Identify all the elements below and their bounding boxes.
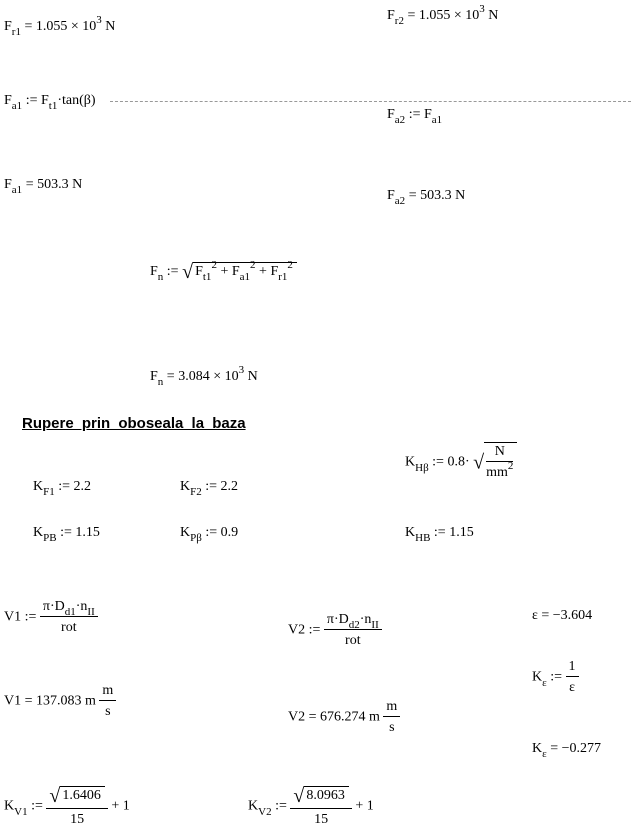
eq-khbeta: $K_{H\beta}$ := 0.8· √ $\frac{N}{mm^2}$	[405, 442, 517, 480]
eq-v2-def: V2 := $\frac{\pi\cdot D_{d2}\cdot n_{II}}{\text{rot}}$	[288, 613, 382, 648]
eq-v1-val: V1 = 137.083 m $\frac{m}{s}$	[4, 684, 116, 719]
eq-fn-val: $F_n = 3.084 \times 10^3$ N	[150, 364, 258, 388]
region-separator	[110, 101, 631, 102]
eq-fr2: $F_{r2} = 1.055 \times 10^3$ N	[387, 3, 499, 27]
radicand	[484, 442, 517, 480]
radical-sign: √	[49, 785, 61, 807]
fraction: $\frac{\pi\cdot D_{d2}\cdot n_{II}}{\text{rot}}$	[324, 613, 382, 648]
fraction: $\frac{m}{s}$	[99, 684, 116, 719]
eq-kf2: $K_{F2}$ := 2.2	[180, 479, 239, 498]
eq-kf1: $K_{F1}$ := 2.2	[33, 479, 92, 498]
fraction: $\frac{√ 8.0963}{15}$	[290, 786, 351, 827]
eq-fr1: $F_{r1} = 1.055 \times 10^3$ N	[4, 14, 116, 38]
radical-sign: √	[473, 451, 485, 474]
eq-v1-def: V1 := $\frac{\pi\cdot D_{d1}\cdot n_{II}}{\text{rot}}$	[4, 600, 98, 635]
eq-ke-def: $K_\varepsilon$ := $\frac{1}{\varepsilon}$	[532, 660, 579, 695]
fraction: $\frac{\pi\cdot D_{d1}\cdot n_{II}}{\text{rot}}$	[40, 600, 98, 635]
eq-ke-val: $K_\varepsilon = -0.277$	[532, 741, 602, 760]
eq-kpbeta: $K_{P\beta}$ := 0.9	[180, 525, 239, 544]
fraction: $\frac{m}{s}$	[383, 700, 400, 735]
eq-kv2: $K_{V2}$ := $\frac{√ 8.0963}{15}$ + 1	[248, 785, 374, 827]
radical-sign: √	[293, 785, 305, 807]
eq-fa1-def: $F_{a1}$ := $F_{t1}\cdot\tan(\beta)$	[4, 93, 96, 112]
eq-kv1: $K_{V1}$ := $\frac{√ 1.6406}{15}$ + 1	[4, 785, 130, 827]
radicand: $F_{t1}^2 + F_{a1}^2 + F_{r1}^2$	[193, 262, 297, 279]
eq-eps-val: ε = −3.604	[532, 608, 593, 623]
radical-sign: √	[182, 261, 194, 283]
eq-fn-def: $F_n$ := √ $F_{t1}^2 + F_{a1}^2 + F_{r1}^2$	[150, 262, 297, 282]
eq-khb: $K_{HB}$ := 1.15	[405, 525, 474, 544]
eq-fa1-val: $F_{a1} = 503.3$ N	[4, 177, 83, 196]
fraction: $\frac{1}{\varepsilon}$	[566, 660, 579, 695]
fraction: $\frac{√ 1.6406}{15}$	[46, 786, 107, 827]
fraction: $\frac{N}{mm^2}$	[486, 444, 514, 480]
eq-fa2-def: $F_{a2}$ := $F_{a1}$	[387, 107, 443, 126]
section-heading: Rupere prin oboseala la baza	[22, 415, 246, 432]
eq-kpb: $K_{PB}$ := 1.15	[33, 525, 100, 544]
eq-v2-val: V2 = 676.274 m $\frac{m}{s}$	[288, 700, 400, 735]
eq-fa2-val: $F_{a2} = 503.3$ N	[387, 188, 466, 207]
